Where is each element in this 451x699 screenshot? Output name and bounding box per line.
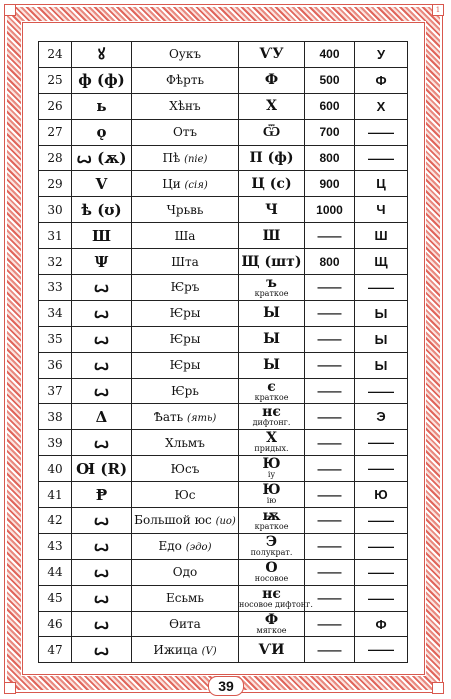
cyrillic-letter-text: Ш (262, 227, 281, 244)
pronunciation-note: полукрат. (250, 547, 293, 557)
letter-name (132, 197, 239, 223)
pronunciation-note: краткое (254, 392, 289, 402)
glagolitic-letter: ꙍ (72, 326, 132, 352)
cyrillic-letter-text: Ф (264, 611, 279, 628)
cyrillic-letter-text: Э (265, 533, 278, 550)
table-row (39, 456, 408, 482)
row-number: 40 (39, 456, 72, 482)
numeric-value: —— (305, 300, 355, 326)
cyrillic-letter (239, 145, 305, 171)
row-number: 26 (39, 93, 72, 119)
numeric-value: —— (305, 430, 355, 456)
row-number: 39 (39, 430, 72, 456)
table-row (39, 404, 408, 430)
row-number: 25 (39, 67, 72, 93)
modern-letter: Ы (355, 352, 408, 378)
letter-name (132, 223, 239, 249)
numeric-value: 700 (305, 119, 355, 145)
letter-name (132, 352, 239, 378)
letter-name (132, 275, 239, 301)
table-row (39, 275, 408, 301)
cyrillic-letter-text: Ц (с) (251, 175, 292, 192)
modern-letter: —— (355, 430, 408, 456)
cyrillic-letter (239, 637, 305, 663)
letter-name (132, 404, 239, 430)
numeric-value: 600 (305, 93, 355, 119)
pronunciation-note: придых. (254, 444, 289, 454)
cyrillic-letter-text: нє (262, 404, 281, 421)
table-row (39, 197, 408, 223)
modern-letter: Ш (355, 223, 408, 249)
glagolitic-letter: ꙋ (72, 42, 132, 68)
pronunciation-note: мягкое (256, 625, 287, 635)
cyrillic-letter-text: Х (266, 430, 277, 447)
cyrillic-letter (239, 326, 305, 352)
letter-name (132, 119, 239, 145)
cyrillic-letter-text: Ю (262, 482, 281, 499)
numeric-value: —— (305, 508, 355, 534)
letter-name-variant: (сія) (184, 179, 208, 191)
cyrillic-letter (239, 171, 305, 197)
modern-letter: —— (355, 119, 408, 145)
cyrillic-letter (239, 352, 305, 378)
letter-name-variant: (V) (201, 645, 217, 657)
row-number: 42 (39, 508, 72, 534)
glagolitic-letter: ꙍ (72, 300, 132, 326)
letter-name (132, 326, 239, 352)
table-row (39, 611, 408, 637)
letter-name-text: Ѥръ (170, 280, 200, 295)
letter-name (132, 482, 239, 508)
cyrillic-letter-text: Щ (шт) (241, 253, 302, 270)
letter-name-text: Едо (158, 539, 182, 554)
table-row (39, 430, 408, 456)
pronunciation-note: носовое (254, 573, 289, 583)
row-number: 29 (39, 171, 72, 197)
glagolitic-letter: Ψ (72, 249, 132, 275)
table-row (39, 508, 408, 534)
corner-ornament (4, 4, 16, 16)
cyrillic-letter (239, 119, 305, 145)
letter-name-text: Хльмъ (165, 435, 205, 450)
glagolitic-letter: ь (72, 93, 132, 119)
glagolitic-letter: ꙍ (72, 508, 132, 534)
letter-name-variant: (ио) (215, 516, 236, 528)
modern-letter: Ф (355, 67, 408, 93)
cyrillic-letter-text: Ѿ (262, 124, 281, 141)
letter-name (132, 249, 239, 275)
cyrillic-letter-text: ѴИ (258, 641, 285, 658)
table-row (39, 326, 408, 352)
row-number: 36 (39, 352, 72, 378)
letter-name-text: Фѣрть (165, 73, 205, 88)
numeric-value: 900 (305, 171, 355, 197)
table-row (39, 145, 408, 171)
row-number: 45 (39, 585, 72, 611)
numeric-value: —— (305, 404, 355, 430)
cyrillic-letter-text: Ч (265, 201, 278, 218)
modern-letter: Ы (355, 326, 408, 352)
numeric-value: 1000 (305, 197, 355, 223)
pronunciation-note: дифтонг. (252, 418, 291, 428)
cyrillic-letter (239, 482, 305, 508)
table-row (39, 559, 408, 585)
cyrillic-letter-text: Ы (263, 305, 280, 322)
cyrillic-letter (239, 42, 305, 68)
table-row (39, 300, 408, 326)
cyrillic-letter (239, 456, 305, 482)
modern-letter: Ф (355, 611, 408, 637)
cyrillic-letter (239, 508, 305, 534)
glagolitic-letter: ꙍ (72, 637, 132, 663)
letter-name-text: Ѳита (169, 617, 201, 632)
cyrillic-letter (239, 93, 305, 119)
row-number: 37 (39, 378, 72, 404)
modern-letter: —— (355, 508, 408, 534)
numeric-value: —— (305, 637, 355, 663)
glagolitic-letter: V (72, 171, 132, 197)
letter-name-variant: (піе) (184, 154, 208, 165)
numeric-value: —— (305, 275, 355, 301)
glagolitic-letter: ꙍ (72, 559, 132, 585)
letter-name (132, 533, 239, 559)
cyrillic-letter-text: є (267, 378, 276, 395)
letter-name-text: Ѥры (169, 306, 201, 321)
glagolitic-letter: Ш (72, 223, 132, 249)
letter-name-text: Есьмь (166, 591, 204, 606)
modern-letter: Х (355, 93, 408, 119)
cyrillic-letter (239, 275, 305, 301)
pronunciation-note: краткое (254, 521, 289, 531)
modern-letter: —— (355, 456, 408, 482)
cyrillic-letter (239, 585, 313, 611)
row-number: 30 (39, 197, 72, 223)
table-row (39, 585, 408, 611)
numeric-value: —— (305, 611, 355, 637)
modern-letter: Э (355, 404, 408, 430)
row-number: 43 (39, 533, 72, 559)
table-row (39, 171, 408, 197)
cyrillic-letter-text: П (ф) (249, 150, 294, 166)
corner-ornament (432, 682, 444, 694)
numeric-value: 800 (305, 249, 355, 275)
cyrillic-letter-text: Ф (264, 72, 279, 89)
table-row (39, 533, 408, 559)
row-number: 31 (39, 223, 72, 249)
table-row (39, 93, 408, 119)
numeric-value: —— (305, 326, 355, 352)
table-row (39, 378, 408, 404)
modern-letter: Ы (355, 300, 408, 326)
numeric-value: —— (305, 533, 355, 559)
cyrillic-letter (239, 67, 305, 93)
glagolitic-letter: ѣ (ʊ) (72, 197, 132, 223)
cyrillic-letter (239, 559, 305, 585)
row-number: 28 (39, 145, 72, 171)
modern-letter: Щ (355, 249, 408, 275)
letter-name-text: Юс (174, 487, 196, 502)
numeric-value: 800 (305, 145, 355, 171)
corner-ornament (4, 682, 16, 694)
glagolitic-letter: ꙍ (ѫ) (72, 145, 132, 171)
glagolitic-letter: ꙍ (72, 585, 132, 611)
cyrillic-letter-text: Ы (263, 331, 280, 348)
cyrillic-letter (239, 223, 305, 249)
numeric-value: —— (305, 352, 355, 378)
modern-letter: —— (355, 637, 408, 663)
letter-name (132, 378, 239, 404)
row-number: 47 (39, 637, 72, 663)
cyrillic-letter (239, 611, 305, 637)
letter-name (132, 637, 239, 663)
numeric-value: —— (305, 482, 355, 508)
letter-name-text: Хѣнъ (169, 99, 201, 114)
cyrillic-letter (239, 300, 305, 326)
row-number: 24 (39, 42, 72, 68)
letter-name-text: Пѣ (162, 151, 181, 165)
letter-name (132, 145, 239, 171)
letter-name-variant: (ять) (186, 412, 217, 424)
cyrillic-letter-text: ъ (266, 274, 277, 291)
numeric-value: —— (305, 585, 355, 611)
cyrillic-letter (239, 430, 305, 456)
cyrillic-letter-text: ѭ (262, 507, 281, 524)
letter-name-text: Большой юс (134, 513, 212, 528)
glagolitic-letter: Δ (72, 404, 132, 430)
row-number: 35 (39, 326, 72, 352)
letter-name (132, 456, 239, 482)
cyrillic-letter-text: ѴУ (259, 46, 284, 63)
row-number: 34 (39, 300, 72, 326)
table-row (39, 249, 408, 275)
letter-name-text: Ци (162, 176, 181, 191)
letter-name (132, 171, 239, 197)
modern-letter: Ч (355, 197, 408, 223)
numeric-value: —— (305, 456, 355, 482)
pronunciation-note: краткое (254, 288, 289, 298)
pronunciation-note: носовое дифтонг. (239, 599, 313, 609)
glagolitic-letter: ꙍ (72, 275, 132, 301)
modern-letter: —— (355, 559, 408, 585)
modern-letter: —— (355, 145, 408, 171)
cyrillic-letter (239, 404, 305, 430)
table-row (39, 637, 408, 663)
corner-mark: 1 (432, 4, 444, 16)
numeric-value: 500 (305, 67, 355, 93)
pronunciation-note: іу (267, 470, 276, 480)
letter-name (132, 508, 239, 534)
letter-name-text: Ижица (153, 642, 198, 657)
modern-letter: У (355, 42, 408, 68)
letter-name-text: Ѥры (169, 358, 201, 373)
cyrillic-letter-text: нє (262, 585, 281, 602)
pronunciation-note: ію (266, 496, 277, 506)
glagolitic-letter: Ꙕ (R) (72, 456, 132, 482)
letter-name (132, 611, 239, 637)
letter-name-text: Ша (174, 228, 196, 243)
page-number: 39 (208, 676, 244, 696)
table-row (39, 119, 408, 145)
row-number: 32 (39, 249, 72, 275)
letter-name-text: Ѣать (153, 409, 184, 424)
cyrillic-letter (239, 249, 305, 275)
numeric-value: —— (305, 223, 355, 249)
table-row (39, 223, 408, 249)
letter-name-text: Отъ (172, 125, 198, 140)
letter-name-text: Шта (171, 254, 199, 269)
modern-letter: —— (355, 533, 408, 559)
row-number: 38 (39, 404, 72, 430)
modern-letter: —— (355, 275, 408, 301)
cyrillic-letter-text: Х (266, 98, 277, 115)
row-number: 44 (39, 559, 72, 585)
table-row (39, 352, 408, 378)
modern-letter: —— (355, 378, 408, 404)
row-number: 46 (39, 611, 72, 637)
glagolitic-letter: ф (ф) (72, 67, 132, 93)
cyrillic-letter (239, 197, 305, 223)
letter-name-text: Одо (172, 565, 198, 580)
table-row (39, 67, 408, 93)
letter-name (132, 559, 239, 585)
glagolitic-letter: ǫ (72, 119, 132, 145)
numeric-value: —— (305, 559, 355, 585)
letter-name-text: Ѥрь (171, 384, 199, 399)
glagolitic-letter: ꙍ (72, 378, 132, 404)
glagolitic-letter: ꙍ (72, 430, 132, 456)
letter-name-text: Юсъ (170, 461, 200, 476)
glagolitic-letter: ꙍ (72, 533, 132, 559)
letter-name-variant: (эдо) (185, 542, 212, 554)
glagolitic-letter: ꙍ (72, 352, 132, 378)
modern-letter: Ц (355, 171, 408, 197)
table-row (39, 482, 408, 508)
table-row (39, 42, 408, 68)
letter-name (132, 42, 239, 68)
glagolitic-letter: ꙍ (72, 611, 132, 637)
row-number: 33 (39, 275, 72, 301)
alphabet-table (38, 41, 408, 663)
row-number: 41 (39, 482, 72, 508)
cyrillic-letter-text: Ы (263, 357, 280, 374)
letter-name (132, 300, 239, 326)
cyrillic-letter-text: О (265, 559, 278, 576)
letter-name-text: Оукъ (168, 47, 202, 62)
row-number: 27 (39, 119, 72, 145)
letter-name-text: Чрьвь (166, 202, 204, 217)
letter-name (132, 430, 239, 456)
numeric-value: —— (305, 378, 355, 404)
numeric-value: 400 (305, 42, 355, 68)
modern-letter: Ю (355, 482, 408, 508)
glagolitic-letter: Ᵽ (72, 482, 132, 508)
cyrillic-letter-text: Ю (262, 456, 281, 473)
cyrillic-letter (239, 533, 305, 559)
letter-name (132, 93, 239, 119)
cyrillic-letter (239, 378, 305, 404)
letter-name (132, 585, 239, 611)
letter-name (132, 67, 239, 93)
modern-letter: —— (355, 585, 408, 611)
letter-name-text: Ѥры (169, 332, 201, 347)
